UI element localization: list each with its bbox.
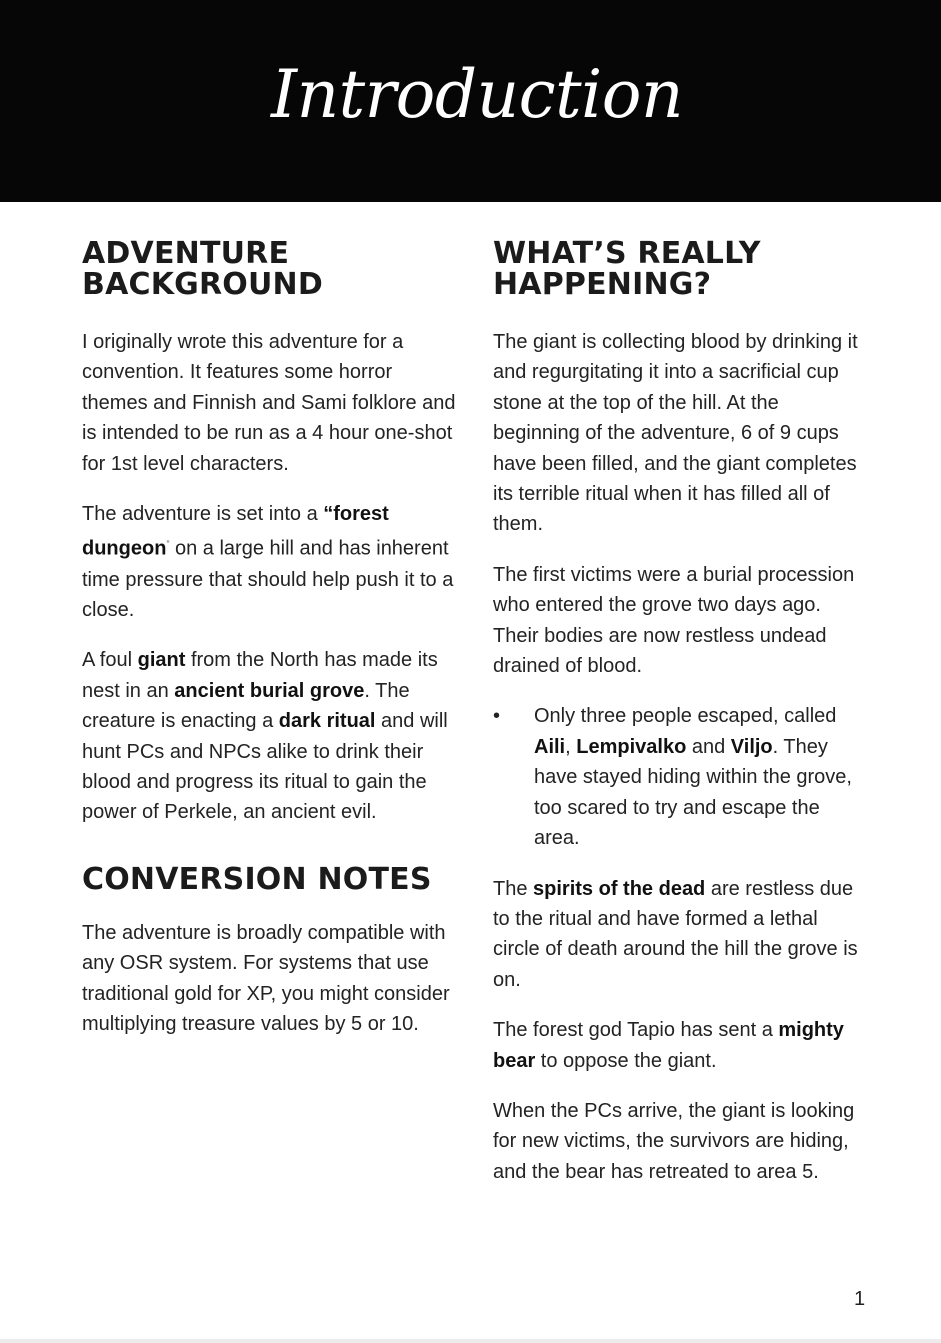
background-paragraph-3 bbox=[82, 645, 458, 827]
happening-paragraph-5: When the PCs arrive, the giant is looking for new victims, the survivors are hiding, and the bear has retreated to area 5. bbox=[493, 1099, 855, 1183]
bold-term-forest-dungeon: “forest dungeon bbox=[82, 503, 389, 561]
text-run: The bbox=[493, 877, 534, 900]
left-column bbox=[82, 238, 458, 1059]
happening-paragraph-3 bbox=[493, 874, 861, 996]
text-run: The adventure is set into a bbox=[82, 503, 324, 526]
heading-line: HAPPENING? bbox=[493, 267, 712, 302]
survivors-bullet-item bbox=[493, 701, 861, 853]
happening-paragraph-4 bbox=[493, 1015, 861, 1076]
page-number: 1 bbox=[854, 1288, 866, 1310]
adventure-background-heading bbox=[82, 238, 458, 300]
conversion-paragraph: The adventure is broadly compatible with any OSR system. For systems that use traditional gold for XP, you might consider multiplying treasure values by 5 or 10. bbox=[82, 921, 450, 1035]
text-run: are restless due to the ritual and have formed a lethal circle of death around the hill the grove is on. bbox=[493, 877, 858, 991]
text-run: . The creature is enacting a bbox=[82, 679, 410, 733]
text-run: and bbox=[686, 735, 731, 758]
text-run: The forest god Tapio has sent a bbox=[493, 1019, 779, 1042]
page-title: Introduction bbox=[271, 56, 683, 133]
heading-line: BACKGROUND bbox=[82, 267, 323, 302]
bold-name-lempivalko: Lempivalko bbox=[576, 735, 687, 758]
text-run: A foul bbox=[82, 649, 138, 672]
title-banner bbox=[0, 0, 941, 202]
bold-term-giant: giant bbox=[137, 649, 186, 672]
heading-line: WHAT’S REALLY bbox=[493, 236, 761, 271]
background-paragraph-2 bbox=[82, 499, 458, 625]
bold-term-mighty-bear: mighty bear bbox=[493, 1019, 844, 1072]
bold-term-burial-grove: ancient burial grove bbox=[174, 679, 365, 702]
text-run: and will hunt PCs and NPCs alike to drink their blood and progress its ritual to gain the power of Perkele, an ancient evil. bbox=[82, 710, 448, 824]
text-run: , bbox=[565, 735, 577, 758]
bold-term-dark-ritual: dark ritual bbox=[278, 710, 376, 733]
conversion-notes-heading: CONVERSION NOTES bbox=[82, 861, 432, 897]
text-run: Only three people escaped, called bbox=[534, 705, 837, 728]
whats-really-happening-heading bbox=[493, 238, 861, 300]
bullet-marker: • bbox=[493, 705, 501, 728]
bold-term-spirits-of-the-dead: spirits of the dead bbox=[533, 877, 706, 900]
text-run: . They have stayed hiding within the grove, too scared to try and escape the area. bbox=[534, 735, 852, 850]
heading-line: ADVENTURE bbox=[82, 236, 290, 271]
background-paragraph-1: I originally wrote this adventure for a convention. It features some horror themes and Finnish and Sami folklore and is intended to be run as a 4 hour one-shot for 1st level characters. bbox=[82, 331, 456, 475]
happening-paragraph-1: The giant is collecting blood by drinking it and regurgitating it into a sacrificial cup stone at the top of the hill. At the beginning of the adventure, 6 of 9 cups have been filled, and the giant completes its terrible ritual when it has filled all of them. bbox=[493, 331, 858, 536]
bold-name-viljo: Viljo bbox=[730, 735, 773, 758]
right-column bbox=[493, 238, 861, 1207]
happening-paragraph-2: The first victims were a burial procession who entered the grove two days ago. Their bodies are now restless undead drained of blood. bbox=[493, 563, 855, 678]
text-run: to oppose the giant. bbox=[535, 1049, 717, 1072]
closing-quote-mark: ” bbox=[166, 539, 170, 550]
text-run: from the North has made its nest in an bbox=[82, 649, 438, 702]
page-bottom-edge bbox=[0, 1339, 941, 1343]
text-run: on a large hill and has inherent time pressure that should help push it to a close. bbox=[82, 538, 454, 621]
bold-name-aili: Aili bbox=[534, 735, 566, 758]
